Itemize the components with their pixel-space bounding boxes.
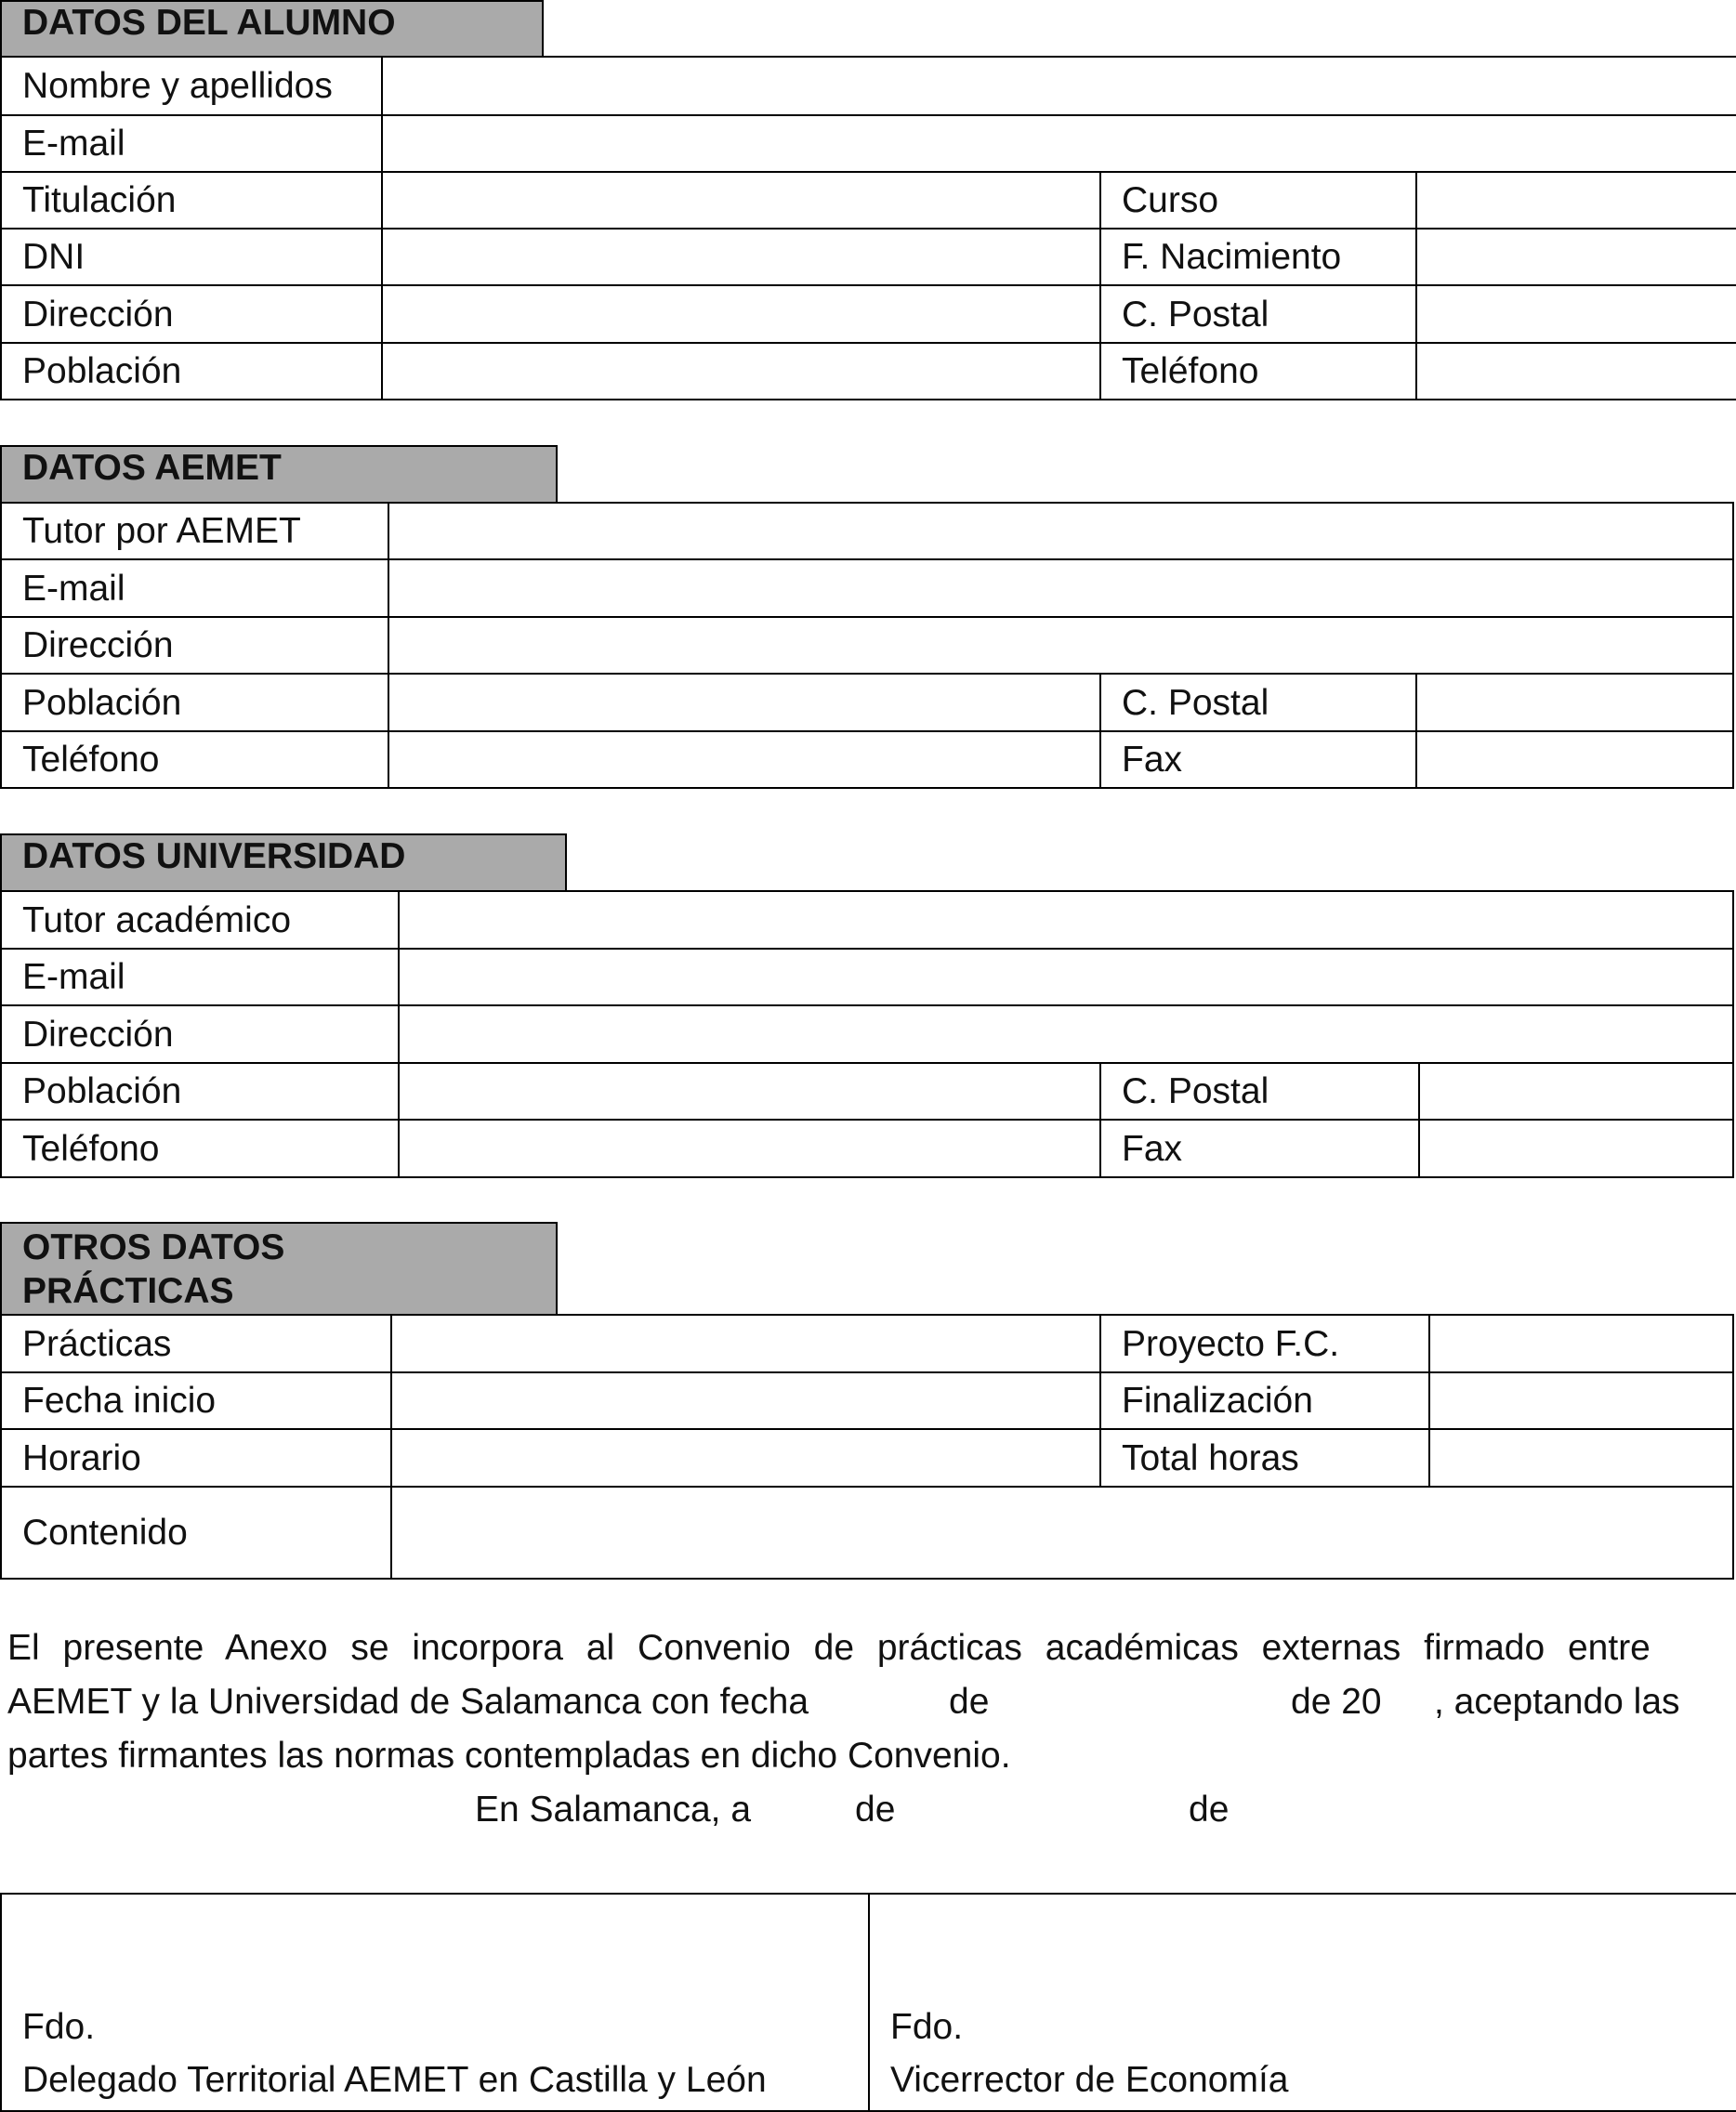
- label-horario: Horario: [1, 1429, 391, 1487]
- label-dni: DNI: [1, 229, 382, 285]
- header-line: PRÁCTICAS: [22, 1271, 234, 1311]
- paragraph-line: [7, 1675, 1699, 1729]
- paragraph-text: El presente Anexo se incorpora al Convenio de prácticas académicas externas firmado entre: [7, 1628, 1651, 1668]
- signature-title: Vicerrector de Economía: [890, 2060, 1289, 2100]
- table-row: [1, 285, 1736, 343]
- label-finalizacion: Finalización: [1100, 1372, 1429, 1429]
- table-row: [1, 1005, 1733, 1063]
- field-poblacion[interactable]: [382, 343, 1100, 400]
- label-fecha-inicio: Fecha inicio: [1, 1372, 391, 1429]
- label-practicas: Prácticas: [1, 1315, 391, 1372]
- field-email[interactable]: [382, 115, 1736, 172]
- label-curso: Curso: [1100, 172, 1416, 229]
- signature-fdo: Fdo.: [22, 2007, 96, 2047]
- field-poblacion-aemet[interactable]: [388, 674, 1100, 731]
- label-total-horas: Total horas: [1100, 1429, 1429, 1487]
- field-dni[interactable]: [382, 229, 1100, 285]
- field-proyecto[interactable]: [1429, 1315, 1733, 1372]
- signature-left[interactable]: [1, 1894, 869, 2111]
- signature-fdo: Fdo.: [890, 2007, 964, 2047]
- field-horario[interactable]: [391, 1429, 1100, 1487]
- alumno-table: [0, 56, 1736, 400]
- table-row: [1, 731, 1733, 788]
- table-row: [1, 343, 1736, 400]
- header-line: OTROS DATOS: [22, 1227, 285, 1267]
- label-postal: C. Postal: [1100, 1063, 1419, 1120]
- table-row: [1, 172, 1736, 229]
- table-row: [1, 891, 1733, 949]
- label-nombre: Nombre y apellidos: [1, 57, 382, 115]
- field-curso[interactable]: [1416, 172, 1736, 229]
- signature-title: Delegado Territorial AEMET en Castilla y León: [22, 2060, 767, 2100]
- paragraph-text: de: [949, 1682, 990, 1722]
- field-practicas[interactable]: [391, 1315, 1100, 1372]
- place-de: de: [855, 1790, 896, 1830]
- label-email: E-mail: [1, 115, 382, 172]
- field-email-universidad[interactable]: [399, 949, 1733, 1005]
- field-fax-aemet[interactable]: [1416, 731, 1733, 788]
- table-row: [1, 1063, 1733, 1120]
- label-email: E-mail: [1, 559, 388, 617]
- label-poblacion: Población: [1, 1063, 399, 1120]
- field-email-aemet[interactable]: [388, 559, 1733, 617]
- field-poblacion-universidad[interactable]: [399, 1063, 1100, 1120]
- label-postal: C. Postal: [1100, 674, 1416, 731]
- paragraph-text: partes firmantes las normas contempladas en dicho Convenio.: [7, 1736, 1011, 1776]
- label-fax: Fax: [1100, 731, 1416, 788]
- paragraph-line: [7, 1621, 1699, 1675]
- paragraph-line: [7, 1729, 1699, 1783]
- annex-paragraph: [7, 1621, 1699, 1783]
- field-postal[interactable]: [1416, 285, 1736, 343]
- signature-right[interactable]: [869, 1894, 1736, 2111]
- field-fax-universidad[interactable]: [1419, 1120, 1733, 1177]
- field-direccion-universidad[interactable]: [399, 1005, 1733, 1063]
- field-nombre[interactable]: [382, 57, 1736, 115]
- section-header-universidad: DATOS UNIVERSIDAD: [0, 833, 567, 892]
- label-titulacion: Titulación: [1, 172, 382, 229]
- table-row: [1, 1315, 1733, 1372]
- label-postal: C. Postal: [1100, 285, 1416, 343]
- field-total-horas[interactable]: [1429, 1429, 1733, 1487]
- field-telefono[interactable]: [1416, 343, 1736, 400]
- label-poblacion: Población: [1, 343, 382, 400]
- field-postal-aemet[interactable]: [1416, 674, 1733, 731]
- section-header-otros: [0, 1222, 558, 1316]
- table-row: [1, 115, 1736, 172]
- field-tutor-aemet[interactable]: [388, 503, 1733, 559]
- table-row: [1, 503, 1733, 559]
- label-telefono: Teléfono: [1, 731, 388, 788]
- field-telefono-aemet[interactable]: [388, 731, 1100, 788]
- field-direccion-aemet[interactable]: [388, 617, 1733, 674]
- section-header-aemet: DATOS AEMET: [0, 445, 558, 504]
- label-telefono: Teléfono: [1100, 343, 1416, 400]
- field-finalizacion[interactable]: [1429, 1372, 1733, 1429]
- section-header-alumno: DATOS DEL ALUMNO: [0, 0, 544, 58]
- label-direccion: Dirección: [1, 285, 382, 343]
- paragraph-text: , aceptando las: [1434, 1682, 1680, 1722]
- otros-table: [0, 1314, 1734, 1580]
- signature-table: [0, 1893, 1736, 2112]
- label-nacimiento: F. Nacimiento: [1100, 229, 1416, 285]
- place-city: En Salamanca, a: [475, 1790, 752, 1830]
- label-tutor-aemet: Tutor por AEMET: [1, 503, 388, 559]
- label-tutor-academico: Tutor académico: [1, 891, 399, 949]
- table-row: [1, 57, 1736, 115]
- label-fax: Fax: [1100, 1120, 1419, 1177]
- label-telefono: Teléfono: [1, 1120, 399, 1177]
- table-row: [1, 1894, 1736, 2111]
- paragraph-text: AEMET y la Universidad de Salamanca con fecha: [7, 1682, 809, 1722]
- field-contenido[interactable]: [391, 1487, 1733, 1579]
- table-row: [1, 674, 1733, 731]
- label-poblacion: Población: [1, 674, 388, 731]
- table-row: [1, 229, 1736, 285]
- table-row: [1, 1429, 1733, 1487]
- table-row: [1, 559, 1733, 617]
- field-direccion[interactable]: [382, 285, 1100, 343]
- label-direccion: Dirección: [1, 617, 388, 674]
- label-proyecto: Proyecto F.C.: [1100, 1315, 1429, 1372]
- field-tutor-academico[interactable]: [399, 891, 1733, 949]
- label-direccion: Dirección: [1, 1005, 399, 1063]
- table-row: [1, 617, 1733, 674]
- place-de: de: [1189, 1790, 1230, 1830]
- paragraph-text: de 20: [1291, 1682, 1382, 1722]
- table-row: [1, 1120, 1733, 1177]
- table-row: [1, 949, 1733, 1005]
- table-row: [1, 1487, 1733, 1579]
- field-telefono-universidad[interactable]: [399, 1120, 1100, 1177]
- field-postal-universidad[interactable]: [1419, 1063, 1733, 1120]
- field-fecha-inicio[interactable]: [391, 1372, 1100, 1429]
- field-titulacion[interactable]: [382, 172, 1100, 229]
- label-contenido: Contenido: [1, 1487, 391, 1579]
- aemet-table: [0, 502, 1734, 789]
- field-nacimiento[interactable]: [1416, 229, 1736, 285]
- table-row: [1, 1372, 1733, 1429]
- universidad-table: [0, 890, 1734, 1178]
- label-email: E-mail: [1, 949, 399, 1005]
